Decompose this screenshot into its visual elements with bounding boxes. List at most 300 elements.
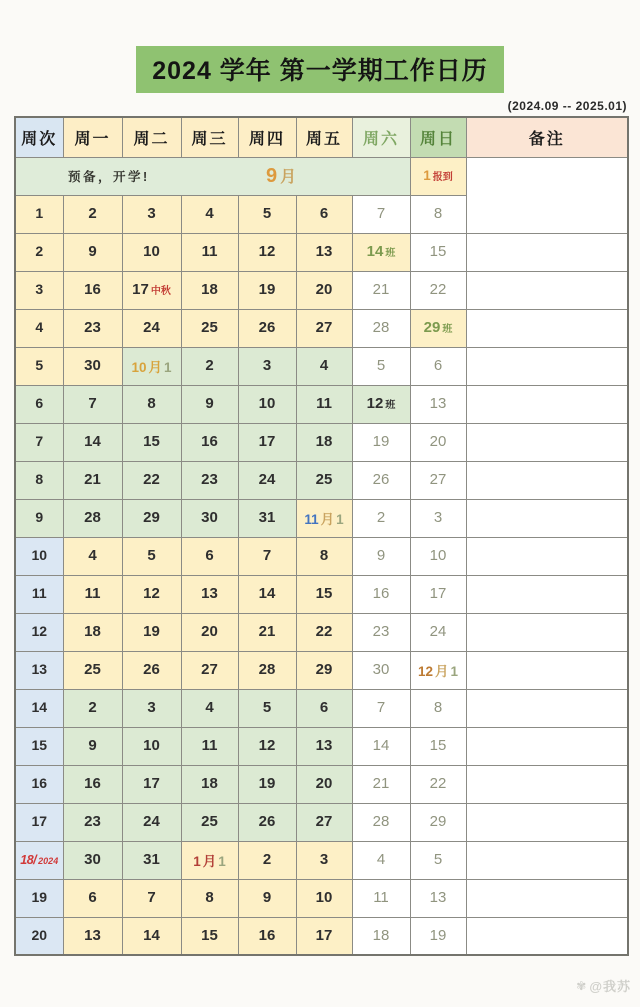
day-cell bbox=[181, 803, 238, 841]
cell-text: 18 bbox=[315, 433, 333, 450]
month-number: 9 bbox=[266, 165, 278, 187]
header-cell-sun: 周日 bbox=[410, 117, 466, 157]
cell-text: 14 bbox=[366, 243, 384, 260]
cell-text: 1 bbox=[336, 511, 344, 527]
cell-text: 11 bbox=[201, 737, 218, 754]
week-row-18 bbox=[15, 841, 628, 879]
day-cell bbox=[181, 423, 238, 461]
cell-text: 班 bbox=[385, 248, 396, 259]
cell-text: 25 bbox=[84, 661, 101, 678]
cell-text: 25 bbox=[315, 471, 333, 488]
day-cell bbox=[238, 499, 296, 537]
cell-text: 17 bbox=[315, 926, 333, 944]
cell-text: 4 bbox=[205, 699, 214, 716]
cell-text: 9 bbox=[262, 889, 272, 906]
day-cell bbox=[296, 385, 352, 423]
cell-text: 30 bbox=[84, 357, 101, 374]
day-cell bbox=[238, 917, 296, 955]
day-cell bbox=[122, 233, 181, 271]
day-cell bbox=[122, 347, 181, 385]
day-cell bbox=[238, 765, 296, 803]
day-cell bbox=[410, 917, 466, 955]
title-area bbox=[0, 46, 640, 93]
cell-text: 14 bbox=[31, 699, 48, 715]
day-cell bbox=[296, 917, 352, 955]
day-cell bbox=[181, 461, 238, 499]
week-row-4 bbox=[15, 309, 628, 347]
cell-text: 11 bbox=[316, 395, 332, 412]
cell-text: 22 bbox=[429, 775, 447, 792]
cell-text: 5 bbox=[35, 357, 44, 373]
day-cell bbox=[410, 613, 466, 651]
watermark bbox=[576, 976, 631, 995]
cell-text: 2 bbox=[376, 509, 386, 526]
cell-text: 24 bbox=[143, 319, 160, 336]
paw-icon: ✾ bbox=[576, 978, 588, 993]
remark-cell bbox=[466, 575, 628, 613]
day-cell bbox=[410, 347, 466, 385]
day-cell bbox=[63, 461, 122, 499]
cell-text: 8 bbox=[433, 205, 443, 222]
cell-text: 月 bbox=[435, 663, 449, 679]
cell-text: 19 bbox=[143, 623, 160, 640]
cell-text: 3 bbox=[147, 699, 156, 716]
week-number-cell bbox=[15, 385, 63, 423]
day-cell bbox=[410, 499, 466, 537]
remark-cell bbox=[466, 689, 628, 727]
day-cell bbox=[122, 423, 181, 461]
day-cell bbox=[238, 879, 296, 917]
cell-text: 3 bbox=[35, 281, 44, 297]
header-cell-mon: 周一 bbox=[63, 117, 122, 157]
day-cell bbox=[352, 309, 410, 347]
day-cell bbox=[352, 233, 410, 271]
day-cell bbox=[181, 689, 238, 727]
cell-text: 5 bbox=[262, 699, 272, 716]
cell-text: 31 bbox=[143, 851, 160, 868]
cell-text: 2 bbox=[205, 357, 214, 374]
day-cell bbox=[296, 765, 352, 803]
day-cell bbox=[238, 423, 296, 461]
day-cell bbox=[352, 803, 410, 841]
cell-text: 6 bbox=[319, 205, 329, 222]
day-cell bbox=[63, 841, 122, 879]
day-cell bbox=[63, 499, 122, 537]
cell-text: 班 bbox=[442, 324, 453, 335]
day-cell bbox=[410, 385, 466, 423]
cell-text: 11 bbox=[373, 889, 389, 906]
remark-cell bbox=[466, 271, 628, 309]
day-cell bbox=[181, 195, 238, 233]
day-cell bbox=[238, 841, 296, 879]
day-cell bbox=[181, 271, 238, 309]
cell-text: 班 bbox=[385, 400, 396, 411]
day-cell bbox=[352, 727, 410, 765]
day-cell bbox=[296, 689, 352, 727]
day-cell bbox=[410, 233, 466, 271]
day-cell bbox=[352, 537, 410, 575]
week-number-cell bbox=[15, 803, 63, 841]
remark-cell bbox=[466, 385, 628, 423]
day-cell bbox=[63, 765, 122, 803]
week-row-8 bbox=[15, 461, 628, 499]
day-cell bbox=[410, 461, 466, 499]
cell-text: 9 bbox=[35, 509, 44, 525]
day-cell bbox=[352, 879, 410, 917]
cell-text: 24 bbox=[429, 623, 447, 640]
week-row-12 bbox=[15, 613, 628, 651]
cell-text: 22 bbox=[315, 623, 333, 640]
day-cell bbox=[63, 727, 122, 765]
cell-text: 1 bbox=[218, 853, 226, 869]
cell-text: 2 bbox=[88, 699, 97, 716]
day-cell bbox=[352, 841, 410, 879]
day-cell bbox=[181, 613, 238, 651]
cell-text: 7 bbox=[376, 205, 386, 222]
week-row-20 bbox=[15, 917, 628, 955]
week-number-cell bbox=[15, 309, 63, 347]
cell-text: 9 bbox=[88, 737, 97, 754]
day-cell bbox=[296, 727, 352, 765]
day-cell bbox=[122, 537, 181, 575]
day-cell bbox=[296, 841, 352, 879]
cell-text: 5 bbox=[433, 851, 443, 868]
page-title: 2024 学年 第一学期工作日历 bbox=[136, 46, 504, 93]
day-cell bbox=[296, 461, 352, 499]
cell-text: 13 bbox=[315, 737, 333, 754]
header-cell-sat: 周六 bbox=[352, 117, 410, 157]
day-cell bbox=[181, 537, 238, 575]
cell-text: 23 bbox=[84, 319, 101, 336]
week-number-cell bbox=[15, 271, 63, 309]
day-cell bbox=[238, 461, 296, 499]
day-cell bbox=[63, 309, 122, 347]
cell-text: 21 bbox=[258, 623, 276, 640]
handwritten-note: 预备，开学! bbox=[68, 170, 150, 184]
day-cell bbox=[122, 803, 181, 841]
cell-text: 16 bbox=[258, 926, 276, 944]
day-cell bbox=[296, 575, 352, 613]
day-cell bbox=[296, 195, 352, 233]
header-cell-fri: 周五 bbox=[296, 117, 352, 157]
header-cell-thu: 周四 bbox=[238, 117, 296, 157]
week-number-cell bbox=[15, 575, 63, 613]
cell-text: 2 bbox=[35, 243, 44, 259]
day-cell bbox=[63, 233, 122, 271]
cell-text: 13 bbox=[84, 926, 101, 944]
cell-text: 1 bbox=[193, 853, 201, 869]
day-cell bbox=[238, 651, 296, 689]
week-number-cell bbox=[15, 233, 63, 271]
cell-text: 6 bbox=[319, 699, 329, 716]
cell-text: 4 bbox=[35, 319, 44, 335]
cell-text: 29 bbox=[429, 813, 447, 830]
cell-text: 7 bbox=[147, 889, 156, 906]
cell-text: 4 bbox=[376, 851, 386, 868]
cell-text: 16 bbox=[372, 585, 390, 602]
day-cell bbox=[63, 537, 122, 575]
day-cell bbox=[238, 803, 296, 841]
cell-text: 18 bbox=[201, 281, 218, 298]
cell-text: 15 bbox=[429, 737, 447, 754]
week-row-11 bbox=[15, 575, 628, 613]
remark-cell bbox=[466, 423, 628, 461]
day-cell bbox=[122, 385, 181, 423]
week-number-cell bbox=[15, 879, 63, 917]
day-cell bbox=[352, 195, 410, 233]
cell-text: 21 bbox=[84, 471, 101, 488]
date-range: (2024.09 -- 2025.01) bbox=[507, 99, 627, 113]
cell-text: 27 bbox=[315, 319, 333, 336]
day-cell bbox=[352, 271, 410, 309]
day-cell bbox=[352, 347, 410, 385]
cell-text: 10 bbox=[143, 243, 160, 260]
remark-cell bbox=[466, 879, 628, 917]
cell-text: 25 bbox=[201, 319, 218, 336]
remark-cell bbox=[466, 233, 628, 271]
week-row-15 bbox=[15, 727, 628, 765]
week-row-3 bbox=[15, 271, 628, 309]
remark-cell bbox=[466, 309, 628, 347]
day-cell bbox=[122, 917, 181, 955]
week-number-cell bbox=[15, 841, 63, 879]
cell-text: 27 bbox=[429, 471, 447, 488]
cell-text: 23 bbox=[201, 471, 218, 488]
day-cell bbox=[238, 689, 296, 727]
day-cell bbox=[296, 537, 352, 575]
day-cell bbox=[122, 879, 181, 917]
day-cell bbox=[352, 689, 410, 727]
cell-text: 27 bbox=[201, 661, 218, 678]
day-cell bbox=[63, 689, 122, 727]
remark-cell bbox=[466, 461, 628, 499]
week-row-5 bbox=[15, 347, 628, 385]
day-cell bbox=[122, 613, 181, 651]
remark-cell bbox=[466, 803, 628, 841]
week-number-cell bbox=[15, 195, 63, 233]
day-cell bbox=[296, 613, 352, 651]
day-cell bbox=[410, 841, 466, 879]
remark-cell bbox=[466, 613, 628, 651]
cell-text: 17 bbox=[31, 813, 48, 829]
week-row-16 bbox=[15, 765, 628, 803]
cell-text: 30 bbox=[84, 851, 101, 868]
header-cell-weeknum: 周次 bbox=[15, 117, 63, 157]
day-cell bbox=[352, 765, 410, 803]
week-number-cell bbox=[15, 461, 63, 499]
cell-text: 1 bbox=[164, 359, 172, 375]
day-cell bbox=[238, 347, 296, 385]
cell-text: 20 bbox=[429, 433, 447, 450]
day-cell bbox=[296, 233, 352, 271]
remark-cell bbox=[466, 841, 628, 879]
day-cell bbox=[181, 347, 238, 385]
cell-text: 月 bbox=[320, 511, 335, 527]
day-cell bbox=[181, 309, 238, 347]
week-row-9 bbox=[15, 499, 628, 537]
remark-cell bbox=[466, 917, 628, 955]
day-cell bbox=[122, 309, 181, 347]
cell-text: 21 bbox=[372, 281, 390, 298]
day-cell bbox=[238, 385, 296, 423]
day-cell bbox=[410, 803, 466, 841]
day-cell bbox=[238, 195, 296, 233]
day-cell bbox=[410, 423, 466, 461]
week-number-cell bbox=[15, 537, 63, 575]
week-number-cell bbox=[15, 613, 63, 651]
cell-text: 28 bbox=[372, 319, 390, 336]
cell-text: 12 bbox=[258, 243, 276, 260]
cell-text: 6 bbox=[88, 889, 97, 906]
day-cell bbox=[352, 575, 410, 613]
day-cell bbox=[122, 461, 181, 499]
day-cell bbox=[238, 271, 296, 309]
day-cell bbox=[181, 499, 238, 537]
cell-text: 30 bbox=[201, 509, 218, 526]
day-cell bbox=[352, 423, 410, 461]
cell-text: 30 bbox=[372, 661, 390, 678]
day-cell bbox=[122, 765, 181, 803]
day-cell bbox=[63, 803, 122, 841]
day-cell bbox=[63, 575, 122, 613]
cell-text: 6 bbox=[433, 357, 443, 374]
cell-text: 31 bbox=[258, 509, 276, 526]
cell-text: 13 bbox=[429, 889, 447, 906]
cell-text: 7 bbox=[88, 395, 97, 412]
cell-text: 26 bbox=[372, 471, 390, 488]
day-cell bbox=[63, 613, 122, 651]
cell-text: 7 bbox=[35, 433, 44, 449]
day-cell bbox=[296, 271, 352, 309]
cell-text: 5 bbox=[262, 205, 272, 222]
day-cell bbox=[238, 537, 296, 575]
cell-text: 13 bbox=[315, 243, 333, 260]
day-cell bbox=[181, 385, 238, 423]
day-cell bbox=[410, 575, 466, 613]
cell-text: 2024 bbox=[38, 856, 59, 866]
day-cell bbox=[296, 803, 352, 841]
day-cell bbox=[181, 575, 238, 613]
day-cell bbox=[410, 879, 466, 917]
week-number-cell bbox=[15, 499, 63, 537]
week-row-10 bbox=[15, 537, 628, 575]
day-cell bbox=[238, 727, 296, 765]
cell-text: 6 bbox=[205, 547, 214, 564]
day-cell bbox=[296, 499, 352, 537]
remark-cell bbox=[466, 347, 628, 385]
cell-text: 9 bbox=[88, 243, 97, 260]
cell-text: 12 bbox=[258, 737, 276, 754]
week-row-7 bbox=[15, 423, 628, 461]
day-cell bbox=[122, 651, 181, 689]
cell-text: 10 bbox=[143, 737, 160, 754]
cell-text: 17 bbox=[258, 433, 276, 450]
cell-text: 4 bbox=[319, 357, 329, 374]
week-number-cell bbox=[15, 727, 63, 765]
cell-text: 12 bbox=[143, 585, 160, 602]
cell-text: 9 bbox=[376, 547, 386, 564]
day-cell bbox=[238, 575, 296, 613]
day-cell bbox=[63, 651, 122, 689]
day-cell bbox=[410, 537, 466, 575]
day-cell bbox=[296, 309, 352, 347]
cell-text: 12 bbox=[366, 395, 384, 412]
week-number-cell bbox=[15, 917, 63, 955]
cell-text: 4 bbox=[205, 205, 214, 222]
cell-text: 15 bbox=[31, 737, 48, 753]
day-cell bbox=[122, 727, 181, 765]
cell-text: 15 bbox=[201, 926, 218, 944]
cell-text: 19 bbox=[429, 926, 447, 944]
week-row-13 bbox=[15, 651, 628, 689]
cell-text: 10 bbox=[31, 547, 48, 563]
week-number-cell bbox=[15, 689, 63, 727]
cell-text: 5 bbox=[376, 357, 386, 374]
cell-text: 19 bbox=[372, 433, 390, 450]
day-cell bbox=[122, 575, 181, 613]
cell-text: 18 bbox=[201, 775, 218, 792]
week-row-19 bbox=[15, 879, 628, 917]
cell-text: 29 bbox=[315, 661, 333, 678]
cell-text: 20 bbox=[31, 926, 48, 943]
cell-text: 8 bbox=[205, 889, 214, 906]
cell-text: 月 bbox=[148, 359, 162, 375]
cell-text: 16 bbox=[201, 433, 218, 450]
cell-text: 13 bbox=[429, 395, 447, 412]
cell-text: 报到 bbox=[432, 172, 453, 183]
cell-text: 2 bbox=[88, 205, 97, 222]
day-cell bbox=[352, 499, 410, 537]
day-cell bbox=[122, 499, 181, 537]
cell-text: 28 bbox=[258, 661, 276, 678]
cell-text: 1 bbox=[35, 205, 44, 221]
cell-text: 19 bbox=[258, 281, 276, 298]
header-cell-tue: 周二 bbox=[122, 117, 181, 157]
day-cell bbox=[63, 879, 122, 917]
cell-text: 22 bbox=[143, 471, 160, 488]
cell-text: 17 bbox=[143, 775, 160, 792]
day-cell bbox=[296, 879, 352, 917]
day-cell bbox=[296, 651, 352, 689]
week-row-6 bbox=[15, 385, 628, 423]
cell-text: 8 bbox=[35, 471, 44, 487]
day-cell bbox=[410, 689, 466, 727]
remark-cell bbox=[466, 157, 628, 233]
calendar-body bbox=[15, 157, 628, 955]
month-character: 月 bbox=[280, 169, 297, 186]
day-cell bbox=[63, 917, 122, 955]
day-cell bbox=[63, 195, 122, 233]
cell-text: 5 bbox=[147, 547, 156, 564]
calendar-table bbox=[14, 116, 629, 956]
cell-text: 15 bbox=[315, 585, 333, 602]
cell-text: 10 bbox=[131, 359, 147, 375]
cell-text: 10 bbox=[429, 547, 447, 564]
cell-text: 24 bbox=[143, 813, 160, 830]
remark-cell bbox=[466, 537, 628, 575]
cell-text: 18 bbox=[84, 623, 101, 640]
day-cell bbox=[122, 195, 181, 233]
cell-text: 14 bbox=[372, 737, 390, 754]
week-number-cell bbox=[15, 423, 63, 461]
day-cell bbox=[410, 195, 466, 233]
cell-text: 27 bbox=[315, 813, 333, 830]
cell-text: 14 bbox=[143, 926, 160, 944]
cell-text: 16 bbox=[84, 775, 101, 792]
cell-text: 中秋 bbox=[150, 286, 171, 297]
day-cell bbox=[238, 309, 296, 347]
cell-text: 19 bbox=[258, 775, 276, 792]
